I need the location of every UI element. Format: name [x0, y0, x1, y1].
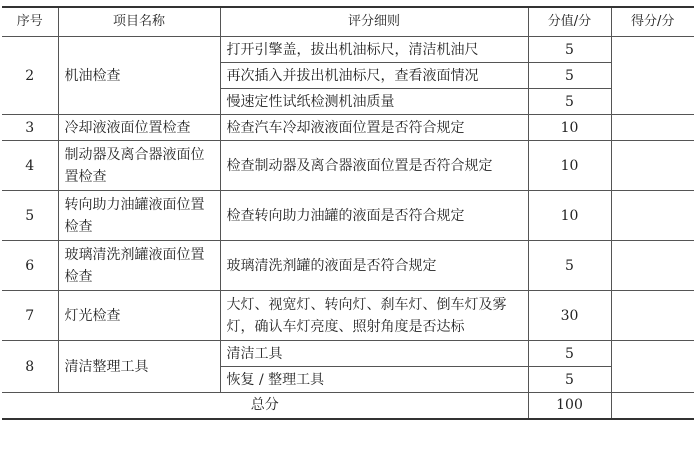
- score-value: 5: [528, 241, 611, 291]
- score-value: 5: [528, 37, 611, 63]
- item-name: 冷却液液面位置检查: [58, 115, 220, 141]
- total-earned-cell[interactable]: [611, 393, 694, 419]
- earned-score-cell[interactable]: [611, 37, 694, 115]
- total-row: [2, 393, 694, 419]
- header-row: [2, 7, 694, 37]
- item-name: 转向助力油罐液面位置检查: [58, 191, 220, 241]
- score-value: 30: [528, 291, 611, 341]
- score-value: 10: [528, 191, 611, 241]
- table-row: [2, 115, 694, 141]
- item-name: 清洁整理工具: [58, 341, 220, 393]
- header-no: 序号: [2, 7, 58, 37]
- header-score: 分值/分: [528, 7, 611, 37]
- total-label: 总分: [2, 393, 528, 419]
- item-name: 玻璃清洗剂罐液面位置检查: [58, 241, 220, 291]
- detail-text: 检查制动器及离合器液面位置是否符合规定: [220, 141, 528, 191]
- detail-text: 打开引擎盖，拔出机油标尺，清洁机油尺: [220, 37, 528, 63]
- table-row: [2, 341, 694, 367]
- item-name: 机油检查: [58, 37, 220, 115]
- total-score: 100: [528, 393, 611, 419]
- header-earned: 得分/分: [611, 7, 694, 37]
- header-details: 评分细则: [220, 7, 528, 37]
- detail-text: 恢复 / 整理工具: [220, 367, 528, 393]
- earned-score-cell[interactable]: [611, 241, 694, 291]
- scoring-table: [2, 6, 694, 420]
- detail-text: 检查转向助力油罐的液面是否符合规定: [220, 191, 528, 241]
- row-number: 6: [2, 241, 58, 291]
- item-name: 制动器及离合器液面位置检查: [58, 141, 220, 191]
- table-row: [2, 141, 694, 191]
- row-number: 8: [2, 341, 58, 393]
- detail-text: 玻璃清洗剂罐的液面是否符合规定: [220, 241, 528, 291]
- detail-text: 检查汽车冷却液液面位置是否符合规定: [220, 115, 528, 141]
- earned-score-cell[interactable]: [611, 191, 694, 241]
- row-number: 5: [2, 191, 58, 241]
- score-value: 10: [528, 115, 611, 141]
- detail-text: 清洁工具: [220, 341, 528, 367]
- score-value: 10: [528, 141, 611, 191]
- row-number: 7: [2, 291, 58, 341]
- detail-text: 再次插入并拔出机油标尺，查看液面情况: [220, 63, 528, 89]
- table-row: [2, 241, 694, 291]
- table-row: [2, 37, 694, 63]
- score-value: 5: [528, 367, 611, 393]
- table-row: [2, 291, 694, 341]
- detail-text: 大灯、视宽灯、转向灯、刹车灯、倒车灯及雾灯，确认车灯亮度、照射角度是否达标: [220, 291, 528, 341]
- row-number: 4: [2, 141, 58, 191]
- header-item: 项目名称: [58, 7, 220, 37]
- row-number: 3: [2, 115, 58, 141]
- earned-score-cell[interactable]: [611, 291, 694, 341]
- score-value: 5: [528, 63, 611, 89]
- detail-text: 慢速定性试纸检测机油质量: [220, 89, 528, 115]
- score-value: 5: [528, 89, 611, 115]
- earned-score-cell[interactable]: [611, 141, 694, 191]
- score-value: 5: [528, 341, 611, 367]
- earned-score-cell[interactable]: [611, 341, 694, 393]
- item-name: 灯光检查: [58, 291, 220, 341]
- earned-score-cell[interactable]: [611, 115, 694, 141]
- table-row: [2, 191, 694, 241]
- row-number: 2: [2, 37, 58, 115]
